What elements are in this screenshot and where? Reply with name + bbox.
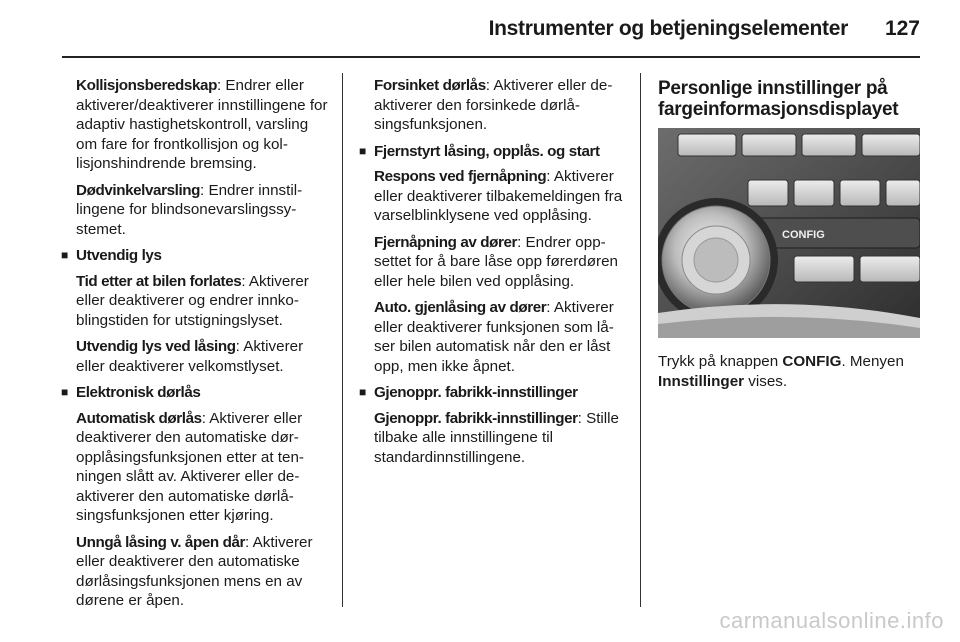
column-3 <box>658 76 920 391</box>
entry-utvendig-lys-laasing: Utvendig lys ved låsing: Aktiverer eller deaktiverer velkomstlyset. <box>76 338 304 375</box>
entry-respons-fjernaapning: Respons ved fjernåpning: Aktiverer eller deaktiverer tilbakemeldingen fra varselblinklysene ved opplåsing. <box>374 168 623 224</box>
entry-kollisjonsberedskap: Kollisjonsberedskap: Endrer eller aktiverer/deaktiverer innstillingene for adaptiv hastighetskontroll, varsling om fare for frontkollisjon og kollisjonshindrende bremsing. <box>76 77 328 172</box>
watermark: carmanualsonline.info <box>719 608 944 633</box>
entry-dodvinkelvarsling: Dødvinkelvarsling: Endrer innstillingene for blindsonevarslingssystemet. <box>76 181 303 238</box>
column-2 <box>360 76 626 474</box>
entry-unnga-laasing: Unngå låsing v. åpen dår: Aktiverer eller deaktiverer den automatiske dørlåsingsfunksjonen mens en av dørene er åpen. <box>76 533 313 609</box>
bullet-utvendig-lys: ■ Utvendig lys <box>62 246 328 266</box>
entry-fjernaapning-dorer: Fjernåpning av dører: Endrer oppsettet for å bare låse opp førerdøren eller hele bilen ved opplåsing. <box>374 233 618 290</box>
dashboard-illustration <box>658 128 920 338</box>
entry-auto-gjenlaasing: Auto. gjenlåsing av dører: Aktiverer eller deaktiverer funksjonen som låser bilen automatisk når den er låst opp, men ikke åpnet. <box>374 299 614 375</box>
column-divider-2 <box>640 73 641 607</box>
header-divider <box>62 56 920 58</box>
photo-caption: Trykk på knappen CONFIG. Menyen Innstillinger vises. <box>658 353 904 390</box>
bullet-elektronisk-dorlaas: ■ Elektronisk dørlås <box>62 383 328 403</box>
bullet-gjenoppr: ■ Gjenoppr. fabrikk-innstillinger <box>360 383 626 403</box>
config-button-photo <box>658 128 920 338</box>
page-title: Instrumenter og betjeningselementer <box>488 17 848 40</box>
bullet-fjernstyrt: ■ Fjernstyrt låsing, opplås. og start <box>360 142 626 162</box>
page-header <box>0 0 960 60</box>
section-heading: Personlige innstillinger på fargeinformasjonsdisplayet <box>658 78 899 120</box>
config-button-label: CONFIG <box>782 229 825 241</box>
entry-tid-etter: Tid etter at bilen forlates: Aktiverer eller deaktiverer og endrer innkoblingstiden for utstigningslyset. <box>76 272 309 329</box>
column-1 <box>62 76 328 618</box>
page-number: 127 <box>884 17 920 40</box>
entry-forsinket-dorlaas: Forsinket dørlås: Aktiverer eller deaktiverer den forsinkede dørlåsingsfunksjonen. <box>374 77 613 133</box>
entry-automatisk-dorlaas: Automatisk dørlås: Aktiverer eller deaktiverer den automatiske døropplåsingsfunksjonen etter at tenningen slått av. Aktiverer eller deaktiverer den automatiske dørlåsingsfunksjonen etter kjøring. <box>76 409 304 524</box>
column-divider-1 <box>342 73 343 607</box>
entry-gjenoppr: Gjenoppr. fabrikk-innstillinger: Stille tilbake alle innstillingene til standardinnstillingene. <box>374 409 619 466</box>
